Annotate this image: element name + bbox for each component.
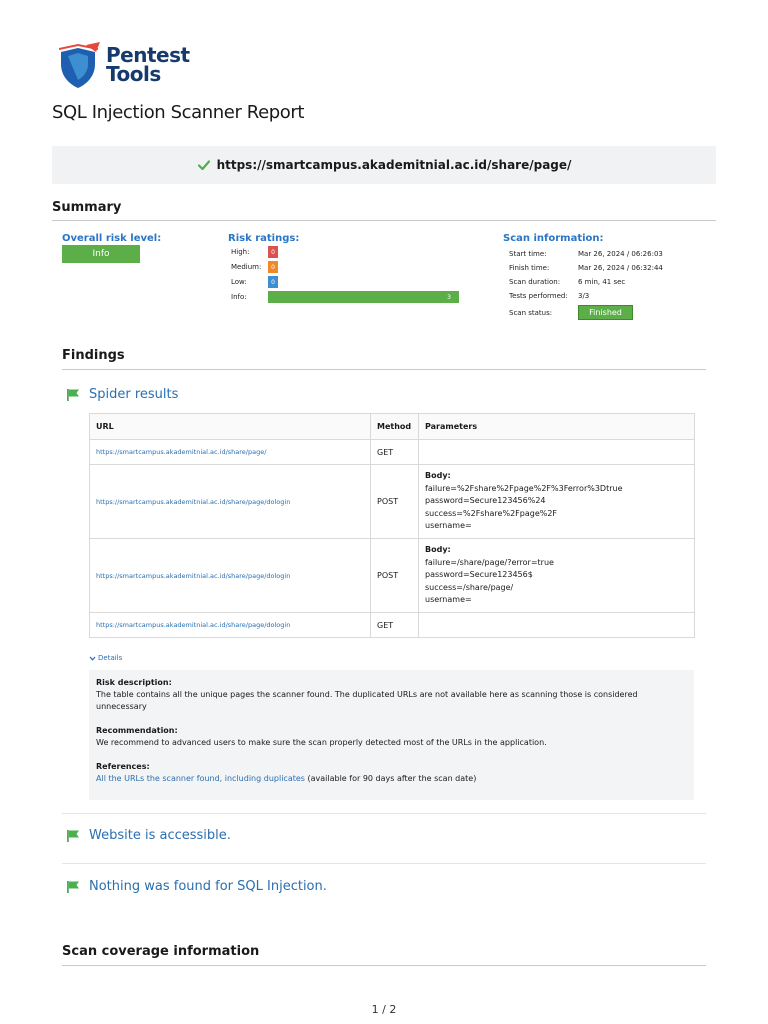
scan-start-label: Start time: <box>509 250 547 258</box>
param-line: password=Secure123456%24 <box>425 496 546 506</box>
finding-nothing-found <box>66 879 327 894</box>
scan-status-label: Scan status: <box>509 309 553 317</box>
details-toggle[interactable] <box>89 654 122 662</box>
table-row <box>90 539 695 613</box>
finding-divider <box>62 813 706 814</box>
risk-rating-high-bar: 0 <box>268 246 278 258</box>
summary-divider <box>52 220 716 221</box>
tests-performed-value: 3/3 <box>578 292 590 300</box>
finding-website-accessible <box>66 828 231 843</box>
row-params <box>419 613 695 638</box>
chevron-down-icon <box>89 655 96 662</box>
scan-finish-value: Mar 26, 2024 / 06:32:44 <box>578 264 663 272</box>
row-method: GET <box>371 613 419 638</box>
row-url-link[interactable]: https://smartcampus.akademitnial.ac.id/share/page/dologin <box>90 465 371 539</box>
row-url-link[interactable]: https://smartcampus.akademitnial.ac.id/share/page/ <box>90 440 371 465</box>
references-suffix: (available for 90 days after the scan date) <box>304 774 477 783</box>
findings-divider <box>62 369 706 370</box>
param-line: failure=%2Fshare%2Fpage%2F%3Ferror%3Dtrue <box>425 483 623 493</box>
risk-ratings-label: Risk ratings: <box>228 233 300 244</box>
table-row <box>90 465 695 539</box>
risk-description-heading: Risk description: <box>96 678 172 687</box>
param-line: success=%2Fshare%2Fpage%2F <box>425 508 558 518</box>
risk-description-text: The table contains all the unique pages the scanner found. The duplicated URLs are not available here as scanning those is considered unnecessary <box>96 690 638 711</box>
row-params <box>419 465 695 539</box>
table-row <box>90 440 695 465</box>
references-text <box>96 773 687 785</box>
risk-rating-medium-bar: 0 <box>268 261 278 273</box>
findings-heading: Findings <box>62 348 125 363</box>
target-bar <box>52 146 716 184</box>
page-number: 1 / 2 <box>371 1003 397 1016</box>
report-title: SQL Injection Scanner Report <box>52 102 305 123</box>
brand-line-1: Pentest <box>106 43 190 67</box>
param-line: failure=/share/page/?error=true <box>425 557 554 567</box>
nothing-found-title: Nothing was found for SQL Injection. <box>89 879 327 894</box>
tests-performed-label: Tests performed: <box>509 292 568 300</box>
scan-coverage-heading: Scan coverage information <box>62 944 260 959</box>
recommendation-heading: Recommendation: <box>96 726 178 735</box>
row-params <box>419 539 695 613</box>
scan-status-badge: Finished <box>578 305 633 320</box>
shield-logo-icon <box>56 42 102 90</box>
risk-rating-info-bar: 3 <box>268 291 459 303</box>
scan-duration-value: 6 min, 41 sec <box>578 278 626 286</box>
spider-results-table <box>89 413 695 638</box>
details-toggle-label: Details <box>98 654 123 662</box>
references-heading: References: <box>96 762 150 771</box>
recommendation-text: We recommend to advanced users to make sure the scan properly detected most of the URLs in the application. <box>96 738 547 747</box>
column-header-url: URL <box>90 414 371 440</box>
overall-risk-label: Overall risk level: <box>62 233 162 244</box>
risk-rating-high-label: High: <box>231 248 250 256</box>
params-body-label: Body: <box>425 471 451 481</box>
details-panel <box>89 670 694 800</box>
coverage-divider <box>62 965 706 966</box>
summary-heading: Summary <box>52 200 122 215</box>
risk-rating-info-label: Info: <box>231 293 247 301</box>
table-header-row <box>90 414 695 440</box>
scan-start-value: Mar 26, 2024 / 06:26:03 <box>578 250 663 258</box>
scan-duration-label: Scan duration: <box>509 278 561 286</box>
param-line: password=Secure123456$ <box>425 570 533 580</box>
checkmark-icon <box>197 158 211 172</box>
column-header-method: Method <box>371 414 419 440</box>
param-line: username= <box>425 595 472 605</box>
flag-icon <box>66 880 80 894</box>
target-url: https://smartcampus.akademitnial.ac.id/share/page/ <box>216 158 572 172</box>
row-url-link[interactable]: https://smartcampus.akademitnial.ac.id/share/page/dologin <box>90 613 371 638</box>
overall-risk-badge: Info <box>62 245 140 263</box>
row-params <box>419 440 695 465</box>
flag-icon <box>66 388 80 402</box>
param-line: success=/share/page/ <box>425 582 514 592</box>
row-url-link[interactable]: https://smartcampus.akademitnial.ac.id/share/page/dologin <box>90 539 371 613</box>
param-line: username= <box>425 521 472 531</box>
finding-divider <box>62 863 706 864</box>
brand-name <box>106 43 190 86</box>
scan-finish-label: Finish time: <box>509 264 550 272</box>
finding-spider-results <box>66 387 178 402</box>
pentest-tools-logo <box>56 42 216 88</box>
scan-info-label: Scan information: <box>503 233 604 244</box>
risk-rating-low-bar: 0 <box>268 276 278 288</box>
params-body-label: Body: <box>425 545 451 555</box>
risk-rating-low-label: Low: <box>231 278 247 286</box>
row-method: GET <box>371 440 419 465</box>
flag-icon <box>66 829 80 843</box>
row-method: POST <box>371 465 419 539</box>
risk-rating-medium-label: Medium: <box>231 263 262 271</box>
table-row <box>90 613 695 638</box>
row-method: POST <box>371 539 419 613</box>
column-header-parameters: Parameters <box>419 414 695 440</box>
spider-results-title: Spider results <box>89 387 179 402</box>
website-accessible-title: Website is accessible. <box>89 828 231 843</box>
references-link[interactable]: All the URLs the scanner found, including duplicates <box>96 774 305 783</box>
brand-line-2: Tools <box>106 62 161 86</box>
